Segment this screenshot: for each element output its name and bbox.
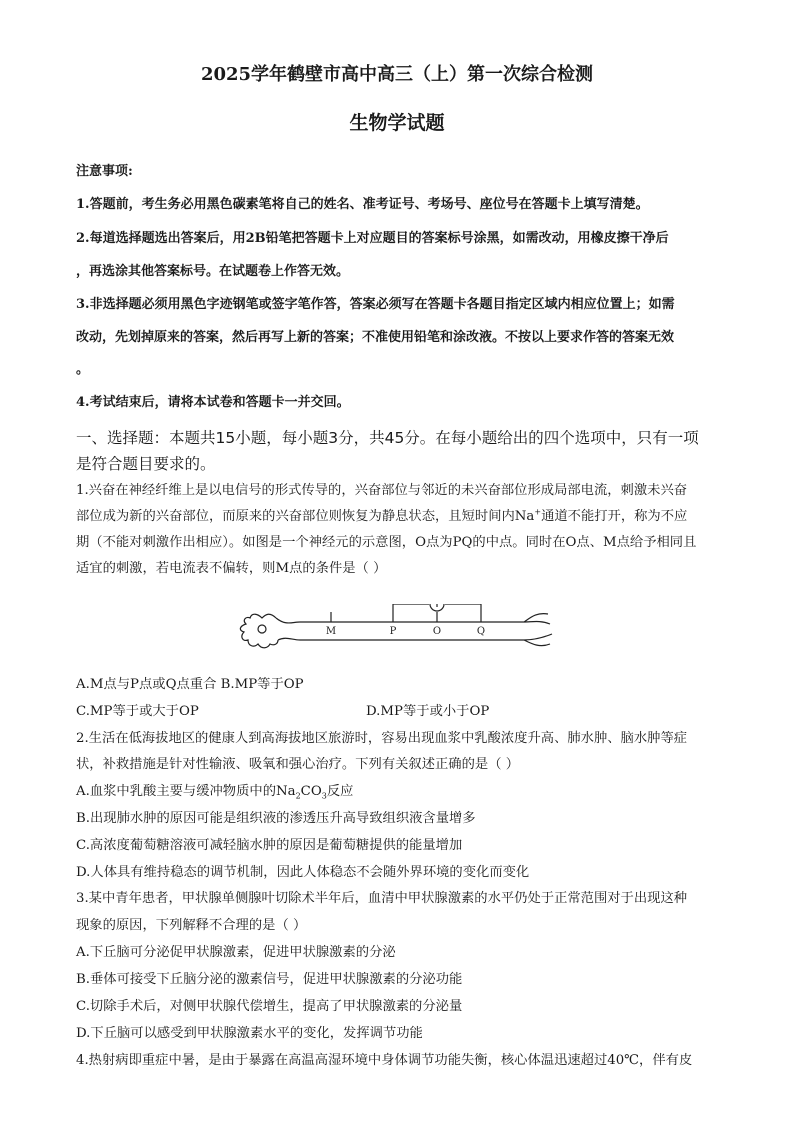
q3-option-c: C.切除手术后，对侧甲状腺代偿增生，提高了甲状腺激素的分泌量: [76, 999, 463, 1014]
q2-stem: 状，补救措施是针对性输液、吸氧和强心治疗。下列有关叙述正确的是（ ）: [76, 757, 520, 772]
axon: [276, 614, 550, 624]
q1-option-d: D.MP等于或小于OP: [366, 704, 490, 719]
exam-subtitle: 生物学试题: [349, 112, 445, 134]
notes-heading: 注意事项:: [76, 164, 133, 179]
notes-line: 。: [76, 362, 90, 377]
notes-line: 2.每道选择题选出答案后，用2B铅笔把答题卡上对应题目的答案标号涂黑，如需改动，用橡皮擦干净后: [76, 231, 669, 246]
nucleus: [258, 625, 266, 633]
neuron-diagram: [236, 604, 556, 666]
q1-stem: 1.兴奋在神经纤维上是以电信号的形式传导的，兴奋部位与邻近的未兴奋部位形成局部电流，刺激未兴奋: [76, 483, 688, 498]
section-heading-cont: 是符合题目要求的。: [76, 455, 216, 473]
label-m: M: [325, 626, 337, 637]
exam-title: 2025学年鹤壁市高中高三（上）第一次综合检测: [200, 64, 594, 85]
q1-option-c: C.MP等于或大于OP: [76, 704, 199, 719]
q4-stem: 4.热射病即重症中暑，是由于暴露在高温高湿环境中身体调节功能失衡，核心体温迅速超过40℃，伴有皮: [76, 1053, 693, 1068]
q3-option-d: D.下丘脑可以感受到甲状腺激素水平的变化，发挥调节功能: [76, 1026, 423, 1041]
q3-stem: 3.某中青年患者，甲状腺单侧腺叶切除术半年后，血清中甲状腺激素的水平仍处于正常范围对于出现这种: [76, 891, 688, 906]
notes-line: 3.非选择题必须用黑色字迹钢笔或签字笔作答，答案必须写在答题卡各题目指定区域内相应位置上；如需: [76, 297, 675, 312]
q2-stem: 2.生活在低海拔地区的健康人到高海拔地区旅游时，容易出现血浆中乳酸浓度升高、肺水肿、脑水肿等症: [76, 731, 688, 746]
q2-option-b: B.出现肺水肿的原因可能是组织液的渗透压升高导致组织液含量增多: [76, 811, 476, 826]
q1-stem: 适宜的刺激，若电流表不偏转，则M点的条件是（ ）: [76, 561, 387, 576]
notes-line: 4.考试结束后，请将本试卷和答题卡一并交回。: [76, 395, 350, 410]
q2-option-c: C.高浓度葡萄糖溶液可减轻脑水肿的原因是葡萄糖提供的能量增加: [76, 838, 463, 853]
q1-option-ab: A.M点与P点或Q点重合 B.MP等于OP: [76, 677, 304, 692]
q3-option-b: B.垂体可接受下丘脑分泌的激素信号，促进甲状腺激素的分泌功能: [76, 972, 463, 987]
q2-option-a: A.血浆中乳酸主要与缓冲物质中的$Na_2CO_3$反应: [76, 784, 354, 801]
notes-line: ，再选涂其他答案标号。在试题卷上作答无效。: [76, 264, 350, 279]
label-o: O: [432, 626, 442, 637]
q1-stem: 期（不能对刺激作出相应）。如图是一个神经元的示意图，O点为PQ的中点。同时在O点、M点给予相同且: [76, 535, 697, 550]
q2-option-d: D.人体具有维持稳态的调节机制，因此人体稳态不会随外界环境的变化而变化: [76, 865, 530, 880]
q3-stem: 现象的原因，下列解释不合理的是（ ）: [76, 918, 307, 933]
notes-line: 1.答题前，考生务必用黑色碳素笔将自己的姓名、准考证号、考场号、座位号在答题卡上填写清楚。: [76, 197, 649, 212]
q1-stem: 部位成为新的兴奋部位，而原来的兴奋部位则恢复为静息状态，且短时间内Na+通道不能打开，称为不应: [76, 507, 688, 524]
notes-line: 改动，先划掉原来的答案，然后再写上新的答案；不准使用铅笔和涂改液。不按以上要求作答的答案无效: [76, 330, 675, 345]
label-q: Q: [476, 626, 486, 637]
q3-option-a: A.下丘脑可分泌促甲状腺激素，促进甲状腺激素的分泌: [76, 945, 396, 960]
label-p: P: [389, 626, 397, 637]
section-heading: 一、选择题：本题共15小题，每小题3分，共45分。在每小题给出的四个选项中，只有一项: [76, 429, 699, 447]
